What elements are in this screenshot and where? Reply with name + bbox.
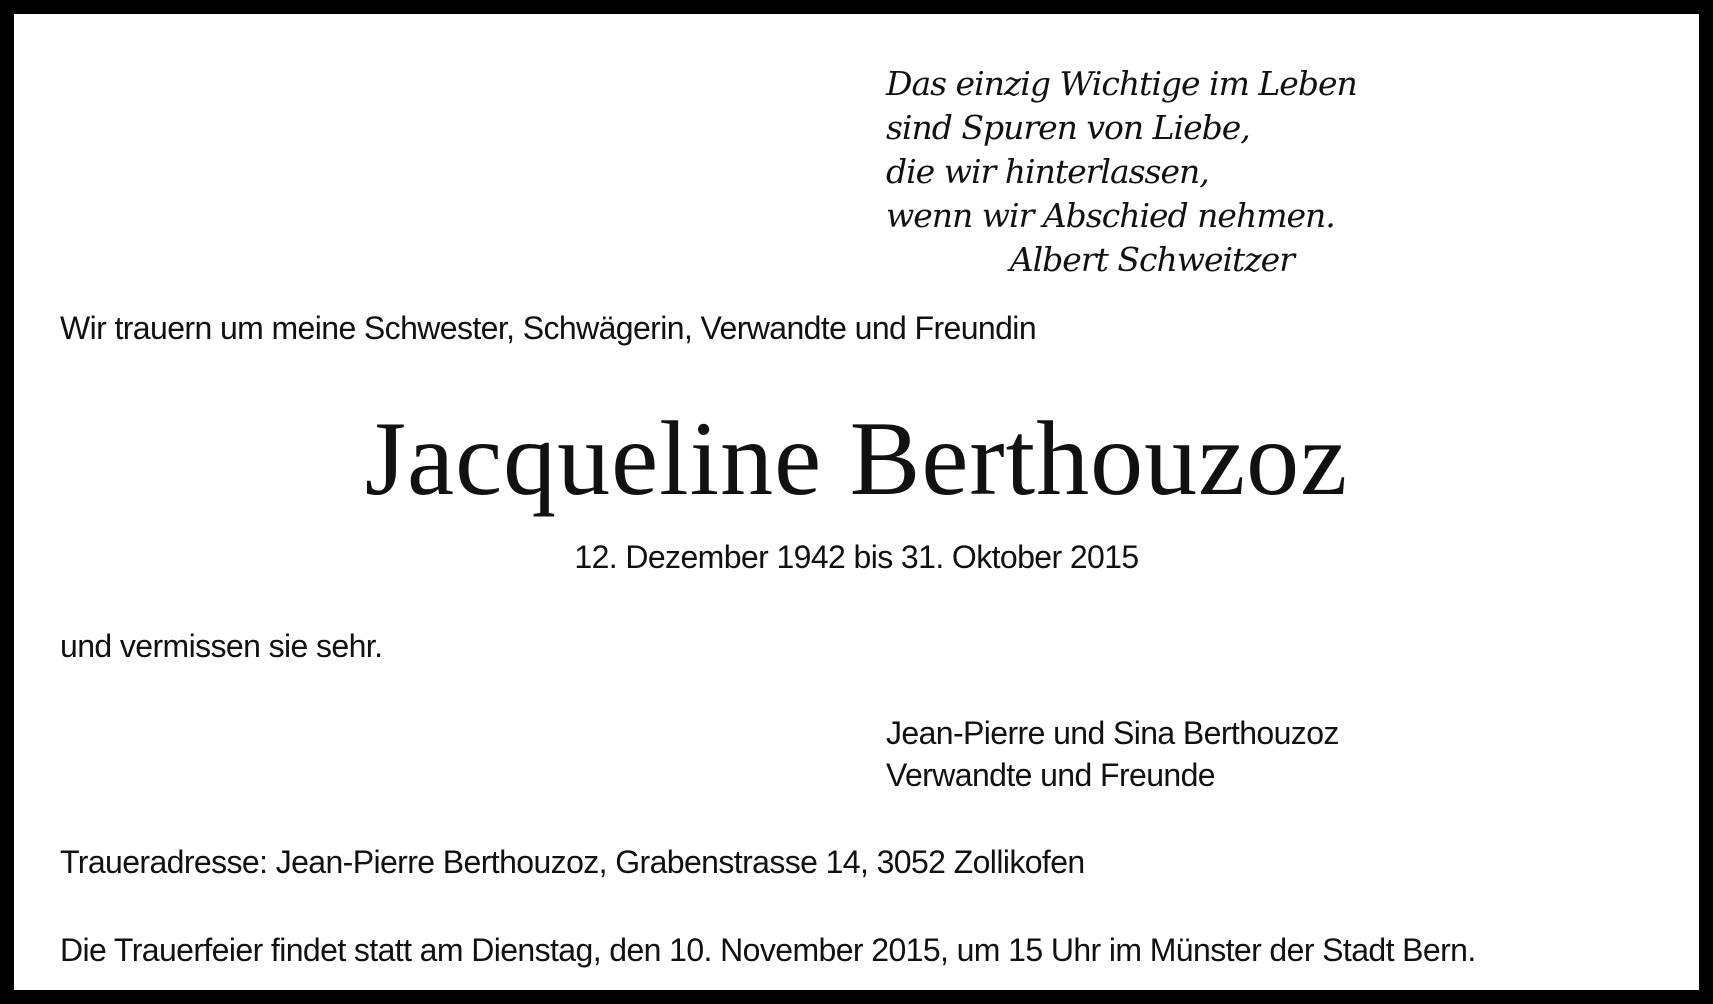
signatories-list bbox=[886, 712, 1339, 796]
quote-line: sind Spuren von Liebe, bbox=[886, 108, 1250, 147]
intro-text: Wir trauern um meine Schwester, Schwägerin, Verwandte und Freundin bbox=[60, 310, 1037, 346]
quote-author: Albert Schweitzer bbox=[1009, 240, 1294, 279]
signatory-line: Verwandte und Freunde bbox=[886, 757, 1215, 793]
quote-block bbox=[886, 62, 1357, 282]
notice-paper bbox=[14, 14, 1699, 990]
ceremony-info: Die Trauerfeier findet statt am Dienstag, den 10. November 2015, um 15 Uhr im Münster der Stadt Bern. bbox=[60, 932, 1476, 968]
mourning-address: Traueradresse: Jean-Pierre Berthouzoz, Grabenstrasse 14, 3052 Zollikofen bbox=[60, 844, 1085, 880]
quote-line: Das einzig Wichtige im Leben bbox=[886, 64, 1357, 103]
quote-line: die wir hinterlassen, bbox=[886, 152, 1209, 191]
closing-text: und vermissen sie sehr. bbox=[60, 628, 383, 664]
deceased-name: Jacqueline Berthouzoz bbox=[364, 400, 1349, 517]
quote-line: wenn wir Abschied nehmen. bbox=[886, 196, 1335, 235]
signatory-line: Jean-Pierre und Sina Berthouzoz bbox=[886, 715, 1339, 751]
life-dates: 12. Dezember 1942 bis 31. Oktober 2015 bbox=[574, 539, 1139, 575]
